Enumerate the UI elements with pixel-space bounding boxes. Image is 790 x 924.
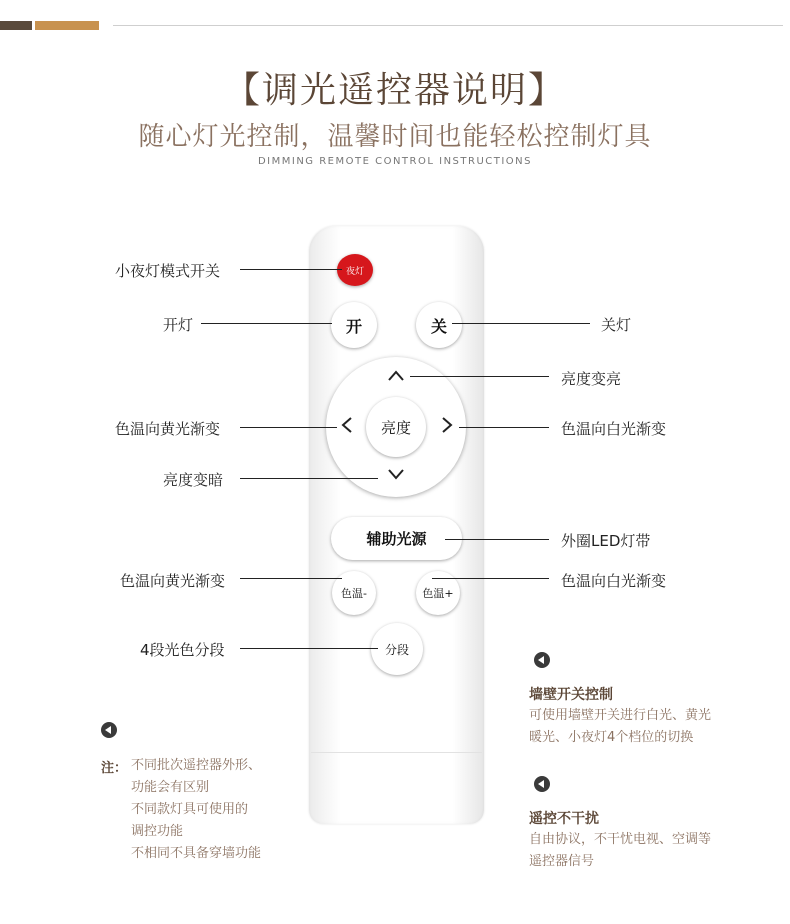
label-cool-right: 色温向白光渐变: [561, 420, 667, 438]
caution-line: 调控功能: [131, 824, 184, 839]
label-led-ring: 外圈LED灯带: [561, 532, 651, 550]
caution-prefix: 注：: [101, 761, 128, 776]
page-subtitle: 随心灯光控制，温馨时间也能轻松控制灯具: [138, 122, 652, 152]
header-divider: [113, 25, 783, 26]
chevron-right-icon[interactable]: [437, 415, 457, 438]
leader-on: [201, 323, 332, 324]
accent-bar-dark: [0, 21, 32, 30]
label-dimmer: 亮度变暗: [163, 471, 224, 489]
note-line: 可使用墙壁开关进行白光、黄光: [529, 708, 712, 723]
caution-text: [131, 755, 261, 865]
label-warm-left: 色温向黄光渐变: [115, 420, 221, 438]
power-on-button[interactable]: 开: [331, 302, 377, 348]
leader-night-mode: [240, 269, 342, 270]
chevron-left-icon[interactable]: [337, 415, 357, 438]
chevron-up-icon[interactable]: [386, 366, 406, 389]
chevron-down-icon[interactable]: [386, 464, 406, 487]
leader-brighter: [410, 376, 549, 377]
remote-battery-seam: [311, 752, 482, 753]
note-line: 自由协议，不干忧电视、空调等: [529, 832, 712, 847]
caution-line: 不相同不具备穿墙功能: [131, 846, 262, 861]
caution-line: 不同批次遥控器外形、: [131, 758, 262, 773]
label-cool-plus: 色温向白光渐变: [561, 572, 667, 590]
label-segments: 4段光色分段: [140, 641, 225, 659]
label-night-mode: 小夜灯模式开关: [115, 262, 221, 280]
note-wall-switch-title: 墙壁开关控制: [529, 687, 613, 703]
label-warm-minus: 色温向黄光渐变: [120, 572, 226, 590]
power-off-button[interactable]: 关: [416, 302, 462, 348]
play-left-icon: [534, 652, 550, 668]
note-no-interference-title: 遥控不干扰: [529, 811, 599, 827]
page-subtitle-english: DIMMING REMOTE CONTROL INSTRUCTIONS: [257, 156, 533, 167]
note-line: 暖光、小夜灯4个档位的切换: [529, 730, 694, 745]
leader-dimmer: [240, 478, 378, 479]
play-left-icon: [534, 776, 550, 792]
note-wall-switch-text: [529, 705, 711, 749]
label-brighter: 亮度变亮: [561, 370, 622, 388]
night-light-button[interactable]: 夜灯: [337, 254, 373, 286]
brightness-center-button[interactable]: 亮度: [366, 397, 426, 457]
leader-warm-minus: [240, 578, 342, 579]
accent-bar-gold: [35, 21, 99, 30]
label-on: 开灯: [163, 316, 194, 334]
leader-cool-right: [459, 427, 549, 428]
note-line: 遥控器信号: [529, 854, 595, 869]
segment-button[interactable]: 分段: [371, 623, 423, 675]
note-no-interference-text: [529, 829, 711, 873]
caution-line: 不同款灯具可使用的: [131, 802, 249, 817]
page-title: 【调光遥控器说明】: [223, 70, 566, 111]
leader-warm-left: [240, 427, 337, 428]
leader-off: [452, 323, 590, 324]
label-off: 关灯: [601, 316, 632, 334]
leader-cool-plus: [432, 578, 549, 579]
leader-segments: [240, 648, 378, 649]
leader-led-ring: [445, 539, 549, 540]
color-temp-plus-button[interactable]: 色温+: [416, 571, 460, 615]
aux-light-button[interactable]: 辅助光源: [331, 517, 462, 560]
caution-line: 功能会有区别: [131, 780, 210, 795]
play-left-icon: [101, 722, 117, 738]
color-temp-minus-button[interactable]: 色温-: [332, 571, 376, 615]
